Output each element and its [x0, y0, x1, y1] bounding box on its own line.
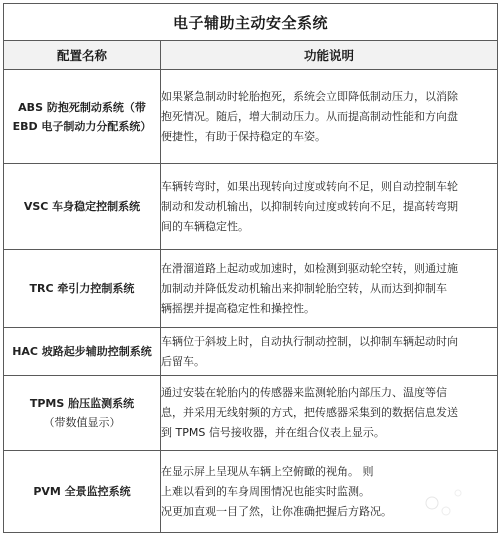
row-name-line: EBD 电子制动力分配系统） — [12, 119, 152, 133]
table-row — [4, 376, 498, 451]
table-row — [4, 250, 498, 328]
row-name-vsc — [4, 164, 161, 250]
table-row — [4, 70, 498, 164]
row-desc-pvm — [161, 451, 498, 533]
row-desc-vsc — [161, 164, 498, 250]
row-name-abs — [4, 70, 161, 164]
table-row — [4, 328, 498, 376]
safety-systems-table — [3, 3, 498, 533]
row-desc-line: 后留车。 — [161, 354, 205, 368]
row-desc-line: 加制动并降低发动机输出来抑制轮胎空转，从而达到抑制车 — [161, 281, 447, 295]
row-name-line: TPMS 胎压监测系统 — [29, 397, 135, 410]
row-desc-line: 车辆转弯时，如果出现转向过度或转向不足，则自动控制车轮 — [161, 179, 458, 193]
row-desc-hac — [161, 328, 498, 376]
row-desc-line: 况更加直观一目了然，让你准确把握后方路况。 — [161, 504, 392, 518]
row-desc-line: 上难以看到的车身周围情况也能实时监测。 — [161, 484, 370, 498]
row-desc-line: 到 TPMS 信号接收器，并在组合仪表上显示。 — [161, 426, 385, 439]
column-header-name: 配置名称 — [4, 41, 161, 70]
row-desc-line: 在显示屏上呈现从车辆上空俯瞰的视角。 则 — [161, 464, 374, 478]
row-desc-line: 间的车辆稳定性。 — [161, 219, 249, 233]
row-desc-trc — [161, 250, 498, 328]
row-name-line: HAC 坡路起步辅助控制系统 — [12, 345, 152, 358]
row-desc-line: 辆摇摆并提高稳定性和操控性。 — [161, 301, 315, 315]
row-name-trc — [4, 250, 161, 328]
row-name-hac — [4, 328, 161, 376]
row-desc-abs — [161, 70, 498, 164]
row-desc-line: 如果紧急制动时轮胎抱死，系统会立即降低制动压力，以消除 — [161, 89, 458, 103]
row-name-line: VSC 车身稳定控制系统 — [23, 200, 141, 213]
row-desc-line: 息，并采用无线射频的方式，把传感器采集到的数据信息发送 — [161, 406, 458, 419]
column-header-desc: 功能说明 — [161, 41, 498, 70]
row-name-tpms — [4, 376, 161, 451]
row-name-sub: （带数值显示） — [43, 416, 121, 429]
row-desc-line: 抱死情况。随后，增大制动压力。从而提高制动性能和方向盘 — [161, 109, 458, 123]
table-title: 电子辅助主动安全系统 — [4, 4, 498, 41]
row-name-line: TRC 牵引力控制系统 — [29, 282, 135, 295]
row-desc-line: 便捷性，有助于保持稳定的车姿。 — [161, 129, 326, 143]
table-row — [4, 451, 498, 533]
row-desc-line: 通过安装在轮胎内的传感器来监测轮胎内部压力、温度等信 — [161, 386, 447, 399]
row-desc-line: 制动和发动机输出，以抑制转向过度或转向不足，提高转弯期 — [161, 199, 458, 213]
row-desc-tpms — [161, 376, 498, 451]
row-name-pvm — [4, 451, 161, 533]
row-name-line: PVM 全景监控系统 — [33, 485, 131, 498]
table-row — [4, 164, 498, 250]
row-name-line: ABS 防抱死制动系统（带 — [18, 100, 146, 114]
row-desc-line: 车辆位于斜坡上时，自动执行制动控制，以抑制车辆起动时向 — [161, 334, 458, 348]
row-desc-line: 在滑溜道路上起动或加速时，如检测到驱动轮空转，则通过施 — [161, 261, 458, 275]
